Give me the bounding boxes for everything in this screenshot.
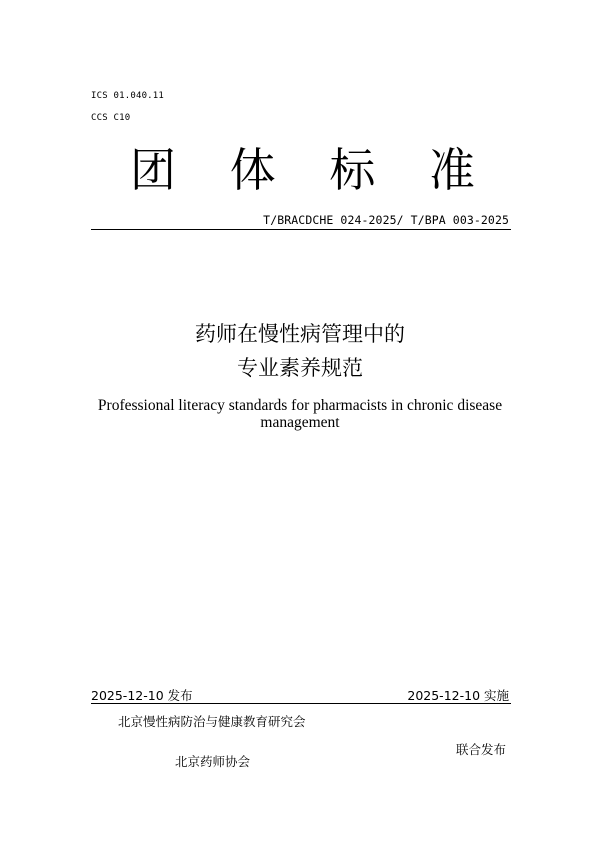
title-char-1: 团 (130, 143, 176, 197)
implementation-date: 2025-12-10 实施 (407, 688, 509, 703)
title-char-4: 准 (428, 143, 475, 197)
issuer-organization-2: 北京药师协会 (175, 754, 251, 769)
standard-number: T/BRACDCHE 024-2025/ T/BPA 003-2025 (263, 213, 509, 227)
top-divider (91, 229, 511, 230)
publish-date: 2025-12-10 发布 (91, 688, 193, 703)
chinese-title-line-2: 专业素养规范 (237, 356, 363, 380)
ccs-code: CCS C10 (91, 113, 131, 123)
issuer-organization-1: 北京慢性病防治与健康教育研究会 (118, 714, 306, 729)
document-type-title (130, 140, 475, 200)
english-title: Professional literacy standards for pharmacists in chronic disease management (97, 397, 503, 431)
bottom-divider (91, 703, 511, 704)
title-char-3: 标 (329, 143, 376, 197)
title-char-2: 体 (229, 143, 276, 197)
joint-issue-label: 联合发布 (455, 742, 506, 757)
chinese-title-line-1: 药师在慢性病管理中的 (195, 322, 405, 346)
ics-code: ICS 01.040.11 (91, 91, 165, 101)
